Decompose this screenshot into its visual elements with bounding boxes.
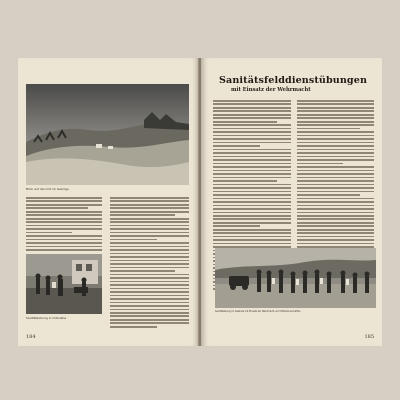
bottom-photo-caption: Sanitätsübung in Ortsnähe bbox=[26, 316, 67, 320]
left-bottom-photo bbox=[26, 254, 102, 314]
right-page bbox=[201, 58, 382, 346]
landscape-photo bbox=[26, 84, 189, 185]
field-exercise-photo bbox=[215, 248, 376, 308]
right-photo-caption: Sanitätsübung im Gelände mit Einsatz der Wehrmacht und Hilfsmannschaften bbox=[215, 310, 301, 313]
left-page bbox=[18, 58, 199, 346]
article-title: Sanitätsfelddienstübungen bbox=[219, 75, 368, 86]
left-page-number: 184 bbox=[26, 334, 36, 340]
top-photo-caption: Blick auf den Ort im Gebirge bbox=[26, 187, 69, 191]
left-text-column-1 bbox=[26, 197, 102, 253]
right-page-number: 185 bbox=[364, 334, 374, 340]
left-text-column-2 bbox=[110, 197, 189, 329]
article-subtitle: mit Einsatz der Wehrmacht bbox=[231, 87, 311, 93]
